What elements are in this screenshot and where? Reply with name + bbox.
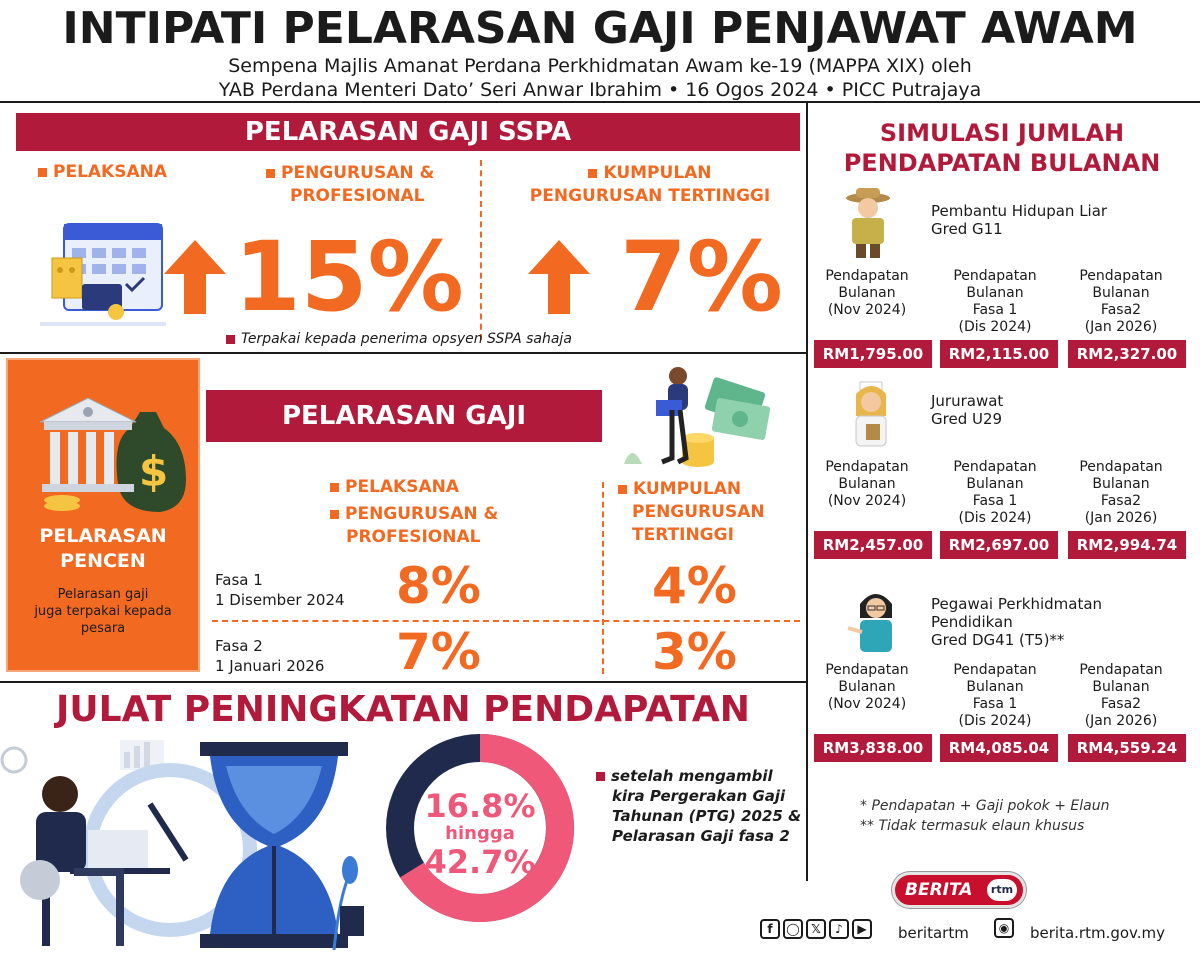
gaji-title: PELARASAN GAJI [281,401,527,431]
logo-text: BERITA [905,880,973,900]
main-vertical-divider [806,101,808,881]
profile-3-job: Pegawai Perkhidmatan Pendidikan Gred DG41 (T5)** [931,595,1103,649]
profile-1-amount-nov2024: RM1,795.00 [814,340,932,368]
teacher-avatar [846,588,906,660]
fasa1-pct-right: 4% [652,557,737,615]
gaji-title-banner [206,390,602,442]
profile-2-job: Jururawat Gred U29 [931,392,1004,428]
profile-2-col-1-label: Pendapatan Bulanan (Nov 2024) [825,459,909,509]
fasa2-pct-right: 3% [652,623,737,681]
social-handle[interactable]: beritartm [898,924,969,942]
profile-1-job: Pembantu Hidupan Liar Gred G11 [931,202,1108,238]
fasa2-label: Fasa 2 1 Januari 2026 [215,637,325,675]
range-high: 42.7% [424,843,536,881]
bullet-square [618,485,627,494]
sspa-divider [0,352,806,354]
profile-2-col-3-label: Pendapatan Bulanan Fasa2 (Jan 2026) [1079,459,1163,526]
profile-3-amount-nov2024: RM3,838.00 [814,734,932,762]
globe-icon[interactable]: ◉ [994,918,1014,938]
profile-1-col-3-label: Pendapatan Bulanan Fasa2 (Jan 2026) [1079,268,1163,335]
pencen-title-line1: PELARASAN [39,525,167,547]
pencen-desc-line1: Pelarasan gaji [57,587,149,602]
youtube-icon[interactable]: ▶ [852,919,872,939]
bullet-square [226,335,235,344]
simulasi-footnotes [860,796,1109,836]
sspa-note: Terpakai kepada penerima opsyen SSPA sahaja [226,331,572,347]
julat-note: setelah mengambil kira Pergerakan Gaji Tahunan (PTG) 2025 & Pelarasan Gaji fasa 2 [596,766,801,846]
laptop-woman-illustration [622,362,772,478]
sspa-title-banner [16,113,800,151]
gaji-category-left: PELAKSANA PENGURUSAN & PROFESIONAL [330,476,498,549]
sspa-pct-left: 15% [234,221,464,333]
profile-1-col-2-label: Pendapatan Bulanan Fasa 1 (Dis 2024) [953,268,1037,335]
sspa-dashed-divider [480,160,482,340]
facebook-icon[interactable]: f [760,919,780,939]
fasa2-pct-left: 7% [396,623,481,681]
subtitle-line-1: Sempena Majlis Amanat Perdana Perkhidmatan Awam ke-19 (MAPPA XIX) oleh [228,55,972,77]
bullet-square [330,483,339,492]
profile-3-col-2-label: Pendapatan Bulanan Fasa 1 (Dis 2024) [953,662,1037,729]
gaji-category-right: KUMPULAN PENGURUSAN TERTINGGI [618,478,765,547]
profile-1-col-1-label: Pendapatan Bulanan (Nov 2024) [825,268,909,318]
gaji-divider [0,681,806,683]
sspa-title: PELARASAN GAJI SSPA [244,117,572,147]
fasa1-label: Fasa 1 1 Disember 2024 [215,571,345,609]
profile-3-col-3-label: Pendapatan Bulanan Fasa2 (Jan 2026) [1079,662,1163,729]
pencen-title-line2: PENCEN [60,550,146,572]
footnote-1: * Pendapatan + Gaji pokok + Elaun [860,798,1110,814]
social-icons [760,918,875,939]
bullet-square [588,169,597,178]
pencen-illustration [38,384,188,518]
sspa-category-pelaksana: PELAKSANA [38,162,167,182]
pencen-desc-line2: juga terpakai kepada [34,604,172,619]
arrow-up-icon [160,236,230,320]
profile-1-amount-fasa1: RM2,115.00 [940,340,1058,368]
gaji-dashed-divider [602,482,604,674]
profile-1-amount-fasa2: RM2,327.00 [1068,340,1186,368]
footnote-2: ** Tidak termasuk elaun khusus [860,818,1085,834]
profile-2-col-2-label: Pendapatan Bulanan Fasa 1 (Dis 2024) [953,459,1037,526]
sspa-category-kumpulan: KUMPULAN PENGURUSAN TERTINGGI [529,163,771,206]
bullet-square [330,510,339,519]
subtitle-line-2: YAB Perdana Menteri Dato’ Seri Anwar Ibrahim • 16 Ogos 2024 • PICC Putrajaya [218,79,982,101]
bullet-square [596,772,605,781]
pencen-desc-line3: pesara [80,621,126,636]
page-title: INTIPATI PELARASAN GAJI PENJAWAT AWAM [62,3,1138,54]
svg-text:$: $ [139,447,169,496]
instagram-icon[interactable]: ◯ [783,919,803,939]
website-link[interactable]: berita.rtm.gov.my [1030,924,1166,942]
range-mid: hingga [445,823,515,844]
simulasi-title: SIMULASI JUMLAH PENDAPATAN BULANAN [843,119,1161,177]
profile-3-amount-fasa1: RM4,085.04 [940,734,1058,762]
fasa1-pct-left: 8% [396,557,481,615]
header-divider [0,101,1200,103]
logo-sub: rtm [987,879,1017,901]
julat-title: JULAT PENINGKATAN PENDAPATAN [56,689,750,730]
calendar-illustration [38,222,168,330]
bullet-square [266,169,275,178]
profile-3-col-1-label: Pendapatan Bulanan (Nov 2024) [825,662,909,712]
pencen-box [6,358,200,672]
worker-hourglass-illustration [0,730,380,954]
ranger-avatar [836,186,900,264]
nurse-avatar [844,380,900,454]
profile-2-amount-nov2024: RM2,457.00 [814,531,932,559]
sspa-category-pengurusan: PENGURUSAN & PROFESIONAL [266,162,434,208]
arrow-up-icon [524,236,594,320]
profile-2-amount-fasa1: RM2,697.00 [940,531,1058,559]
tiktok-icon[interactable]: ♪ [829,919,849,939]
range-low: 16.8% [424,787,536,825]
berita-rtm-logo[interactable] [892,872,1026,908]
sspa-pct-right: 7% [620,221,783,333]
profile-2-amount-fasa2: RM2,994.74 [1068,531,1186,559]
x-icon[interactable]: 𝕏 [806,919,826,939]
range-text [400,788,560,880]
profile-3-amount-fasa2: RM4,559.24 [1068,734,1186,762]
bullet-square [38,168,47,177]
